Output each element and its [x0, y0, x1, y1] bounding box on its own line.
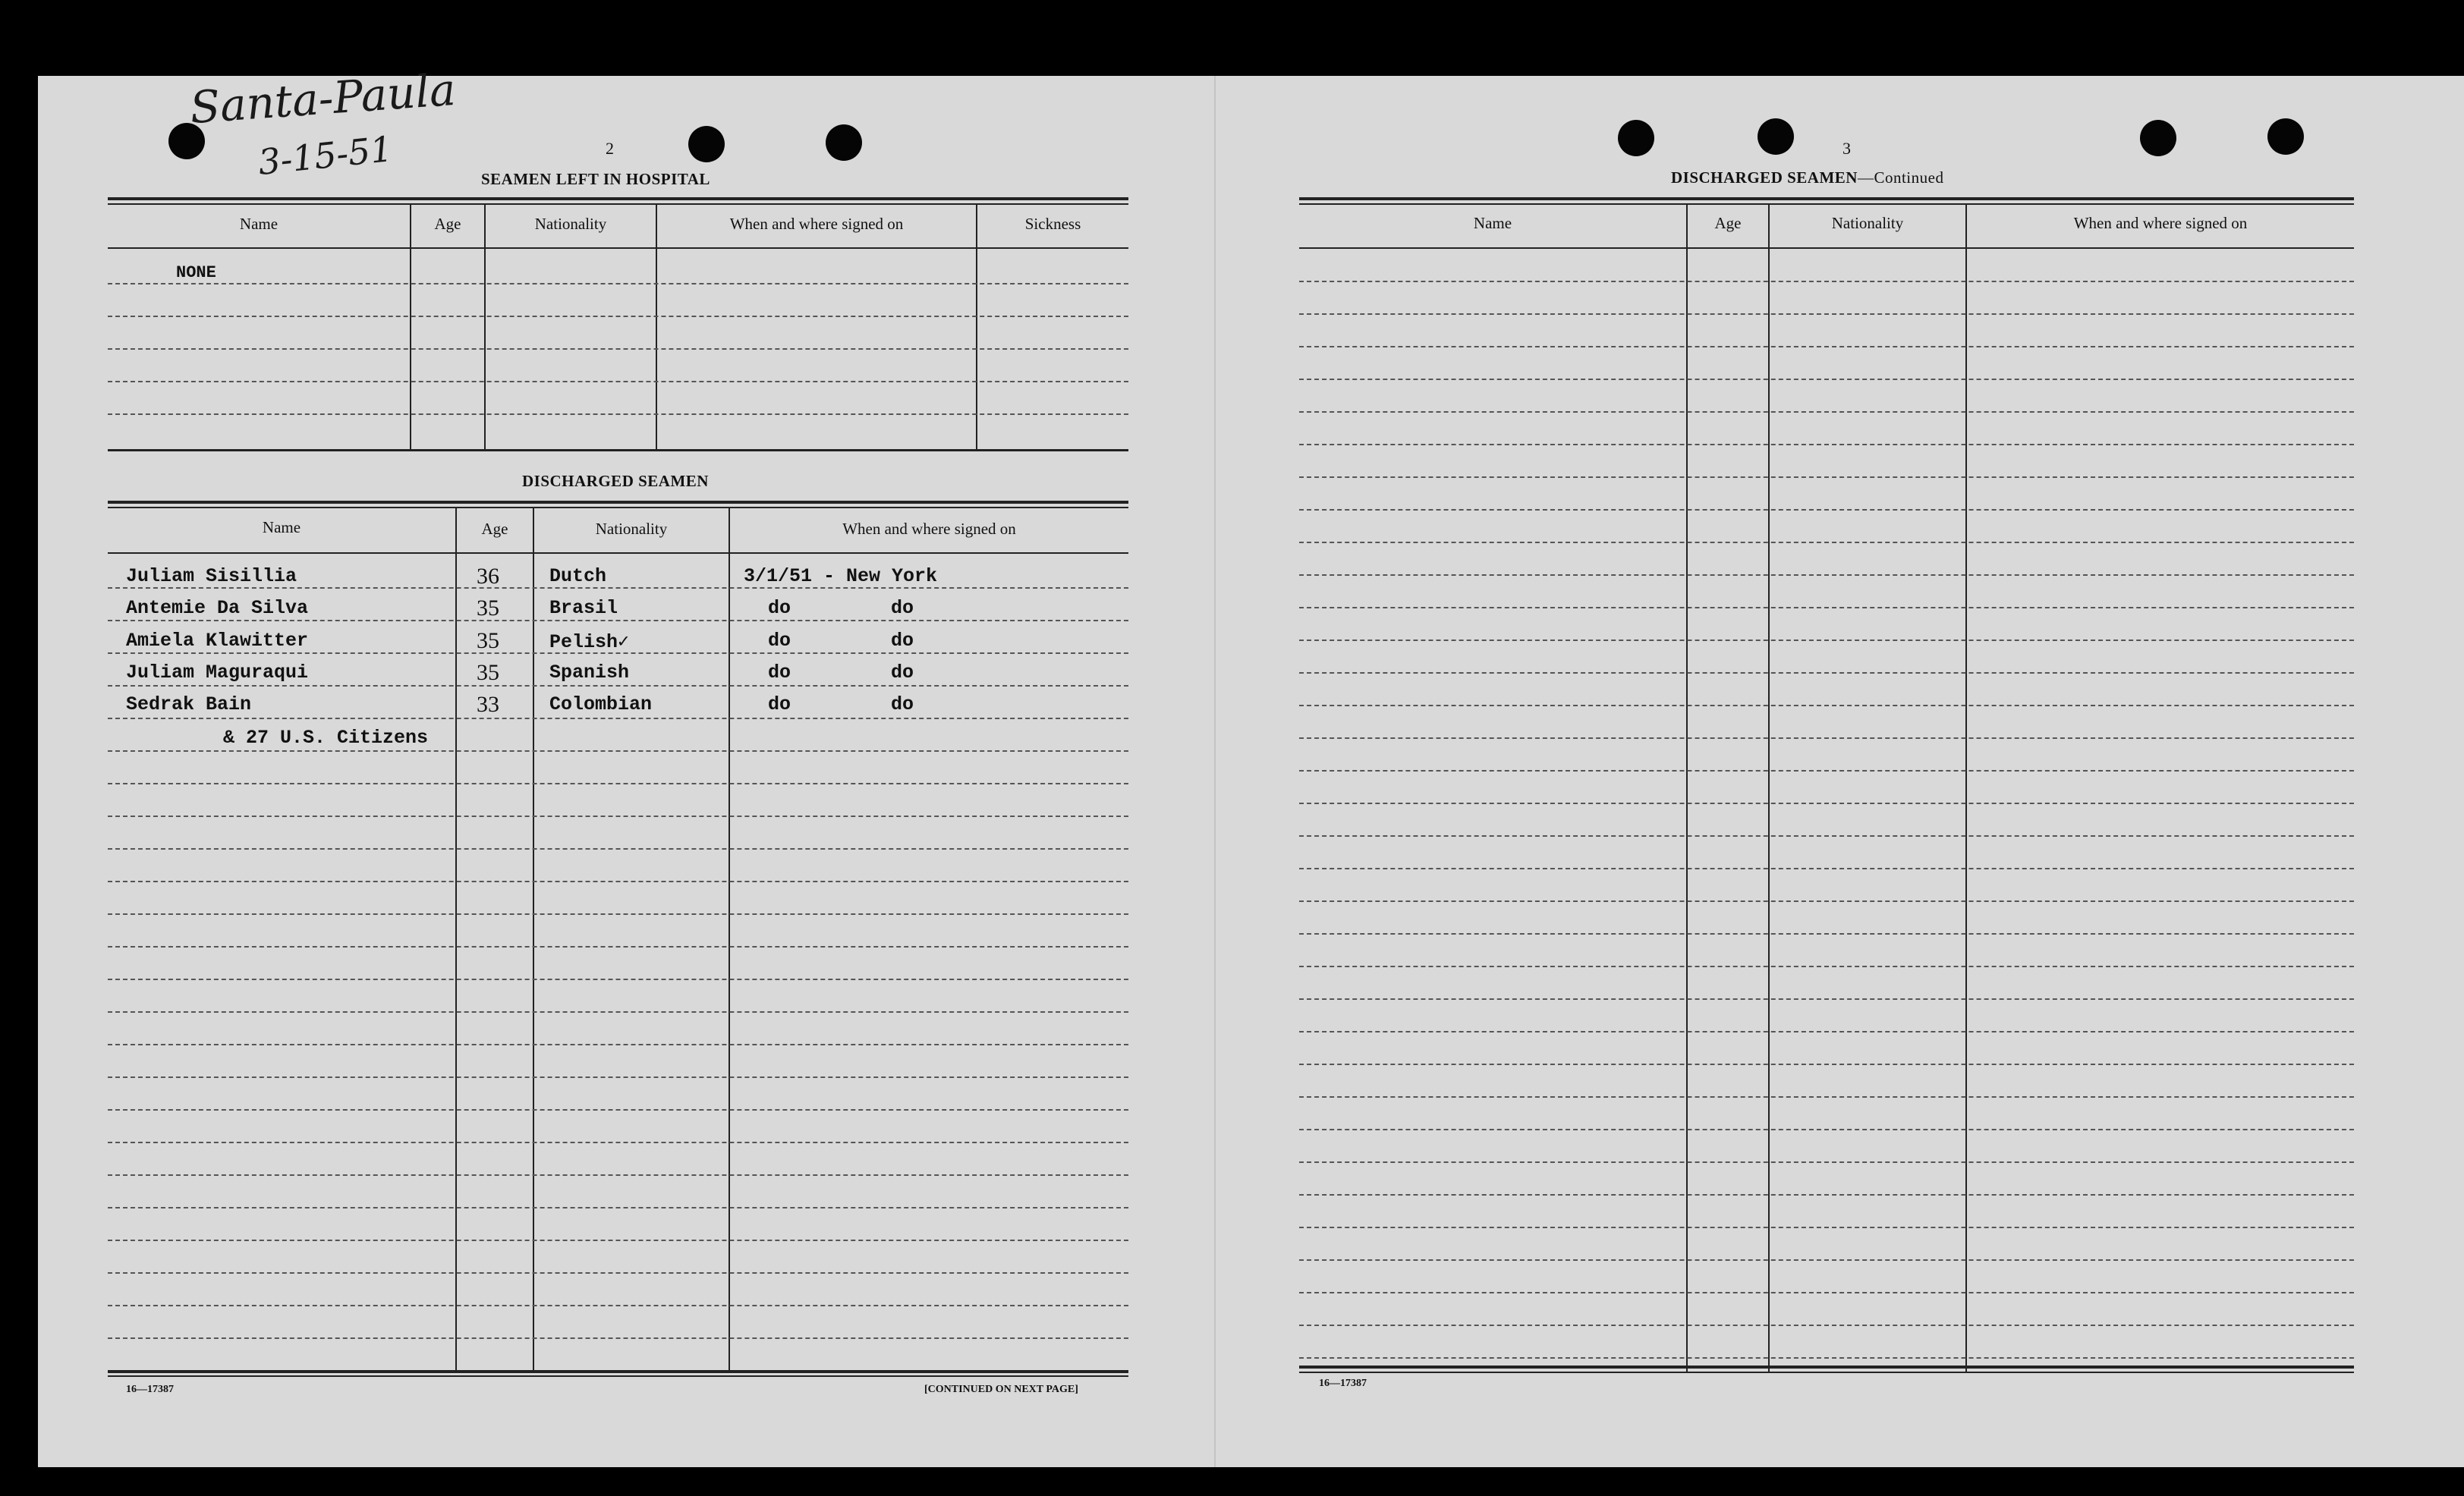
hospital-entry-none: NONE: [176, 263, 216, 282]
punch-hole: [2267, 118, 2304, 155]
row-line: [1299, 1129, 2354, 1130]
rule: [1299, 247, 2354, 249]
seaman-name: Antemie Da Silva: [126, 597, 309, 619]
row-line: [108, 848, 1128, 850]
column-divider: [1965, 205, 1967, 1373]
row-line: [1299, 1064, 2354, 1065]
seaman-name: Juliam Maguraqui: [126, 662, 309, 684]
rule: [1299, 203, 2354, 205]
row-line: [1299, 411, 2354, 413]
punch-hole: [688, 126, 725, 162]
column-header-signed-on: When and where signed on: [2073, 214, 2248, 232]
row-line: [108, 1240, 1128, 1241]
row-line: [1299, 607, 2354, 608]
seaman-signed-on-ditto: do: [891, 597, 914, 619]
row-line: [1299, 900, 2354, 902]
page-number: 3: [1842, 139, 1851, 158]
seaman-signed-on: do: [768, 630, 791, 652]
rule: [1299, 1366, 2354, 1369]
seaman-nationality: Pelish✓: [549, 631, 630, 653]
row-line: [108, 816, 1128, 817]
seaman-name: Juliam Sisillia: [126, 565, 297, 587]
hospital-section-title: SEAMEN LEFT IN HOSPITAL: [481, 170, 710, 188]
row-line: [1299, 868, 2354, 869]
column-header-name: Name: [262, 518, 301, 536]
row-line: [108, 1109, 1128, 1111]
row-line: [108, 1011, 1128, 1013]
row-line: [1299, 346, 2354, 347]
row-line: [108, 913, 1128, 915]
row-line: [108, 587, 1128, 589]
seaman-signed-on-ditto: do: [891, 693, 914, 715]
row-line: [1299, 1096, 2354, 1098]
row-line: [1299, 803, 2354, 804]
row-line: [1299, 1259, 2354, 1261]
row-line: [108, 1207, 1128, 1208]
seaman-age: 36: [477, 564, 499, 589]
seaman-signed-on-ditto: do: [891, 630, 914, 652]
column-header-name: Name: [239, 215, 278, 233]
punch-hole: [826, 124, 862, 161]
column-header-age: Age: [434, 215, 461, 233]
seaman-age: 35: [477, 596, 499, 621]
seaman-age: 35: [477, 660, 499, 685]
punch-hole: [1618, 120, 1654, 156]
column-divider: [484, 205, 486, 449]
seaman-name: Sedrak Bain: [126, 693, 252, 715]
column-divider: [533, 508, 534, 1373]
column-header-name: Name: [1473, 214, 1512, 232]
column-header-nationality: Nationality: [534, 215, 607, 233]
row-line: [1299, 1227, 2354, 1228]
discharged-continued-title: [1671, 168, 1943, 187]
row-line: [1299, 770, 2354, 772]
rule: [108, 197, 1128, 200]
row-line: [108, 718, 1128, 719]
seaman-nationality: Spanish: [549, 662, 630, 684]
rule: [108, 1375, 1128, 1377]
column-header-age: Age: [1714, 214, 1742, 232]
row-line: [1299, 476, 2354, 478]
seaman-signed-on: do: [768, 662, 791, 684]
discharged-section-title: DISCHARGED SEAMEN: [522, 472, 709, 490]
row-line: [1299, 1292, 2354, 1293]
form-number: 16—17387: [126, 1384, 174, 1395]
row-line: [108, 283, 1128, 284]
row-line: [1299, 281, 2354, 282]
row-line: [1299, 444, 2354, 445]
row-line: [1299, 705, 2354, 706]
punch-hole: [2140, 120, 2176, 156]
row-line: [108, 1076, 1128, 1078]
form-number: 16—17387: [1319, 1378, 1367, 1389]
seaman-nationality: Brasil: [549, 597, 618, 619]
row-line: [108, 1305, 1128, 1306]
seaman-signed-on-ditto: do: [891, 662, 914, 684]
row-line: [108, 1272, 1128, 1274]
column-header-nationality: Nationality: [595, 520, 668, 538]
handwritten-date: 3-15-51: [256, 127, 395, 184]
column-divider: [1768, 205, 1770, 1373]
row-line: [1299, 640, 2354, 641]
row-line: [108, 750, 1128, 752]
seaman-signed-on: 3/1/51 - New York: [744, 565, 938, 587]
seaman-signed-on: do: [768, 597, 791, 619]
row-line: [108, 348, 1128, 350]
rule: [108, 449, 1128, 451]
rule: [108, 507, 1128, 508]
row-line: [1299, 542, 2354, 543]
row-line: [1299, 672, 2354, 674]
citizens-note: & 27 U.S. Citizens: [223, 727, 429, 749]
row-line: [1299, 574, 2354, 576]
row-line: [108, 946, 1128, 948]
column-divider: [455, 508, 457, 1373]
row-line: [1299, 835, 2354, 837]
row-line: [1299, 998, 2354, 1000]
row-line: [1299, 313, 2354, 315]
row-line: [108, 783, 1128, 784]
column-header-sickness: Sickness: [1024, 215, 1081, 233]
seaman-age: 35: [477, 628, 499, 653]
seaman-name: Amiela Klawitter: [126, 630, 309, 652]
row-line: [1299, 737, 2354, 739]
seaman-nationality: Colombian: [549, 693, 653, 715]
row-line: [108, 979, 1128, 980]
column-divider: [656, 205, 657, 449]
row-line: [1299, 966, 2354, 967]
continued-note: [CONTINUED ON NEXT PAGE]: [924, 1384, 1078, 1395]
document-paper: [38, 76, 2464, 1467]
row-line: [108, 685, 1128, 687]
title-suffix: —Continued: [1857, 168, 1944, 187]
rule: [108, 1370, 1128, 1373]
column-header-age: Age: [481, 520, 508, 538]
row-line: [108, 881, 1128, 882]
row-line: [1299, 1031, 2354, 1032]
punch-hole: [1758, 118, 1794, 155]
rule: [108, 501, 1128, 504]
row-line: [108, 381, 1128, 382]
column-divider: [1686, 205, 1688, 1373]
row-line: [108, 1337, 1128, 1339]
row-line: [108, 1142, 1128, 1143]
row-line: [108, 413, 1128, 415]
column-header-signed-on: When and where signed on: [842, 520, 1016, 538]
row-line: [1299, 1325, 2354, 1326]
seaman-signed-on: do: [768, 693, 791, 715]
column-divider: [410, 205, 411, 449]
row-line: [108, 316, 1128, 317]
row-line: [1299, 1161, 2354, 1163]
column-header-signed-on: When and where signed on: [729, 215, 904, 233]
row-line: [108, 620, 1128, 621]
handwritten-port: Santa-Paula: [188, 63, 458, 134]
row-line: [1299, 1357, 2354, 1359]
row-line: [108, 1044, 1128, 1045]
page-number: 2: [606, 139, 614, 158]
seaman-nationality: Dutch: [549, 565, 607, 587]
seaman-age: 33: [477, 692, 499, 717]
rule: [1299, 197, 2354, 200]
rule: [108, 552, 1128, 554]
column-header-nationality: Nationality: [1831, 214, 1904, 232]
title-text: DISCHARGED SEAMEN: [1671, 168, 1858, 187]
row-line: [1299, 509, 2354, 511]
row-line: [108, 1174, 1128, 1176]
row-line: [1299, 1194, 2354, 1196]
row-line: [1299, 933, 2354, 935]
column-divider: [729, 508, 730, 1373]
column-divider: [976, 205, 977, 449]
rule: [1299, 1372, 2354, 1373]
page-fold: [1214, 76, 1216, 1467]
row-line: [1299, 379, 2354, 380]
